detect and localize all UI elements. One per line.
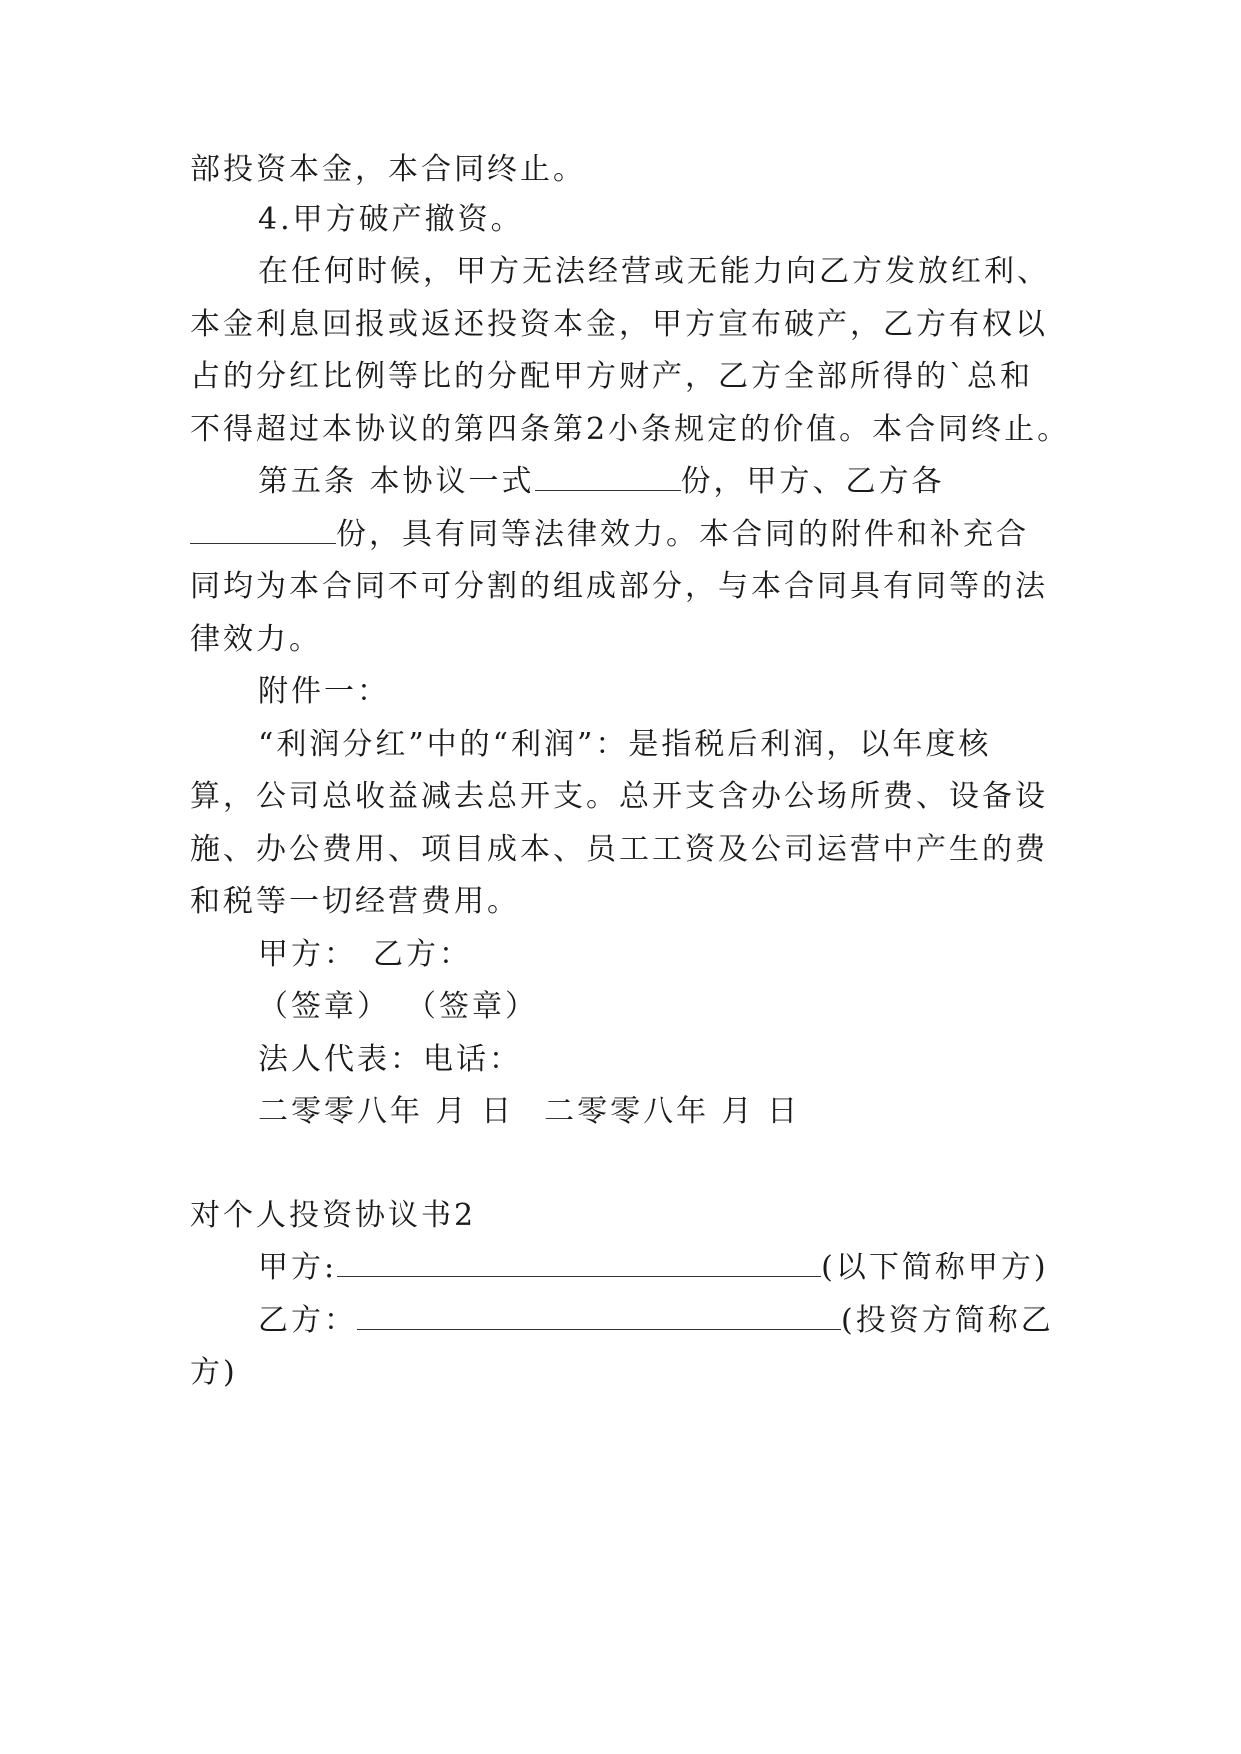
paragraph-line: 同均为本合同不可分割的组成部分，与本合同具有同等的法 [190,569,1048,604]
copies-blank [535,462,681,491]
signature-dates [258,1092,800,1132]
paragraph-line: 在任何时候，甲方无法经营或无能力向乙方发放红利、 [258,254,1050,289]
party-b-label-2: 乙方： [258,1303,357,1338]
section-title: 对个人投资协议书2 [190,1198,477,1233]
party-b-label: 乙方： [373,937,472,972]
clause-heading: 4.甲方破产撤资。 [258,202,524,237]
legal-rep-label: 法人代表： [258,1042,423,1077]
party-a-note: (以下简称甲方) [821,1250,1049,1285]
article5-suffix: 份，具有同等法律效力。本合同的附件和补充合 [336,517,1029,552]
party-b-cont: 方) [190,1355,238,1390]
article5-line2 [190,515,1029,555]
copies-each-blank [190,515,336,544]
date-a: 二零零八年 月 日 [258,1094,515,1129]
party-a-label: 甲方： [258,937,357,972]
annex-title: 附件一： [258,674,390,709]
seal-b: （签章） [406,989,538,1024]
party-b-line [258,1301,1054,1341]
party-a-blank [337,1248,821,1277]
paragraph-line: 占的分红比例等比的分配甲方财产，乙方全部所得的`总和 [190,359,1033,394]
paragraph-line: 不得超过本协议的第四条第2小条规定的价值。本合同终止。 [190,412,1071,447]
paragraph-line: 本金利息回报或返还投资本金，甲方宣布破产，乙方有权以 [190,307,1048,342]
party-b-blank [357,1301,841,1330]
article5-prefix: 第五条 本协议一式 [258,464,535,499]
date-b: 二零零八年 月 日 [544,1094,801,1129]
paragraph-line: 和税等一切经营费用。 [190,884,520,919]
paragraph-line: 律效力。 [190,622,322,657]
phone-label: 电话： [423,1042,522,1077]
signature-seals [258,987,538,1027]
signature-rep [258,1040,522,1080]
article5-mid: 份，甲方、乙方各 [680,464,945,499]
party-a-line [258,1248,1049,1288]
article5-line1 [258,462,945,502]
paragraph-line: “利润分红”中的“利润”：是指税后利润，以年度核 [258,727,992,762]
paragraph-line: 施、办公费用、项目成本、员工工资及公司运营中产生的费 [190,832,1048,867]
party-b-note: (投资方简称乙 [841,1303,1054,1338]
paragraph-line: 部投资本金，本合同终止。 [190,152,586,187]
party-a-label-2: 甲方: [258,1250,338,1285]
seal-a: （签章） [258,989,390,1024]
signature-parties [258,935,472,975]
paragraph-line: 算，公司总收益减去总开支。总开支含办公场所费、设备设 [190,779,1048,814]
